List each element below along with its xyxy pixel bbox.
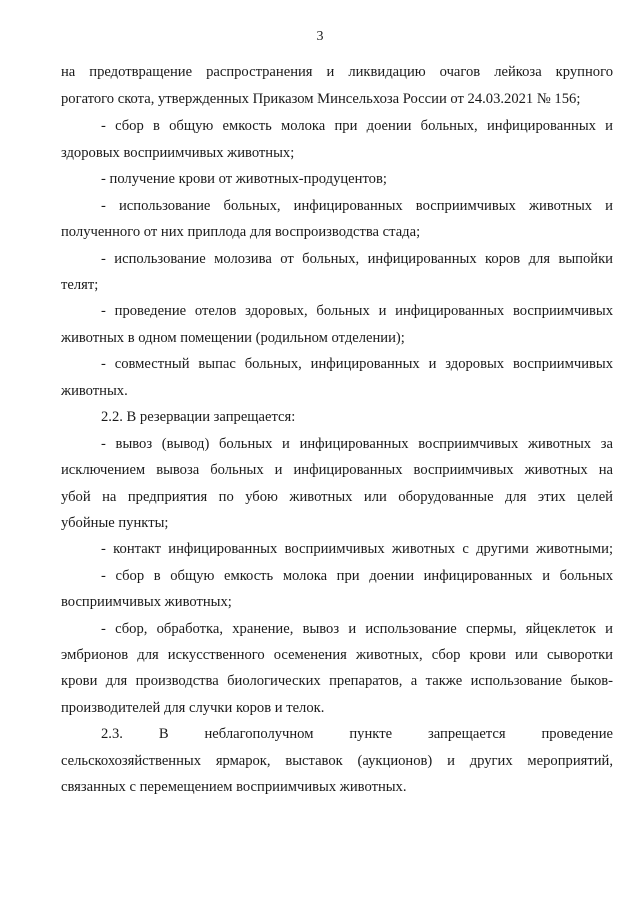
text-line: на предотвращение распространения и ликвидацию очагов лейкоза крупного <box>61 64 613 80</box>
list-item: - сбор, обработка, хранение, вывоз и использование спермы, яйцеклеток и <box>101 621 613 637</box>
list-item: - получение крови от животных-продуцентов; <box>101 171 387 187</box>
list-item: - сбор в общую емкость молока при доении инфицированных и больных <box>101 568 613 584</box>
text-line: связанных с перемещением восприимчивых животных. <box>61 779 407 795</box>
text-word: В <box>158 726 169 742</box>
list-item: - контакт инфицированных восприимчивых животных с другими животными; <box>101 541 613 557</box>
text-line: рогатого скота, утвержденных Приказом Минсельхоза России от 24.03.2021 № 156; <box>61 91 581 107</box>
section-2-3-first-line <box>101 725 613 743</box>
text-line: здоровых восприимчивых животных; <box>61 145 295 161</box>
text-line: сельскохозяйственных ярмарок, выставок (аукционов) и других мероприятий, <box>61 753 613 769</box>
text-line: восприимчивых животных; <box>61 594 232 610</box>
section-number: 2.3. <box>101 726 123 742</box>
list-item: - использование молозива от больных, инфицированных коров для выпойки <box>101 251 613 267</box>
list-item: - сбор в общую емкость молока при доении больных, инфицированных и <box>101 118 613 134</box>
list-item: - проведение отелов здоровых, больных и инфицированных восприимчивых <box>101 303 613 319</box>
text-line: полученного от них приплода для воспроизводства стада; <box>61 224 421 240</box>
text-line: эмбрионов для искусственного осеменения животных, сбор крови или сыворотки <box>61 647 613 663</box>
page-number: 3 <box>316 29 324 44</box>
text-line: производителей для случки коров и телок. <box>61 700 325 716</box>
text-line: животных в одном помещении (родильном отделении); <box>61 330 405 346</box>
text-word: пункте <box>349 726 393 742</box>
text-word: неблагополучном <box>204 726 314 742</box>
section-heading: 2.2. В резервации запрещается: <box>101 409 296 425</box>
text-line: исключением вывоза больных и инфицированных восприимчивых животных на <box>61 462 613 478</box>
text-line: телят; <box>61 277 99 293</box>
list-item: - совместный выпас больных, инфицированных и здоровых восприимчивых <box>101 356 613 372</box>
list-item: - использование больных, инфицированных восприимчивых животных и <box>101 198 613 214</box>
text-word: проведение <box>541 726 613 742</box>
text-word: запрещается <box>427 726 506 742</box>
list-item: - вывоз (вывод) больных и инфицированных восприимчивых животных за <box>101 436 613 452</box>
text-line: убойные пункты; <box>61 515 169 531</box>
text-line: убой на предприятия по убою животных или оборудованные для этих целей <box>61 489 613 505</box>
text-line: животных. <box>61 383 128 399</box>
text-line: крови для производства биологических препаратов, а также использование быков- <box>61 673 613 689</box>
